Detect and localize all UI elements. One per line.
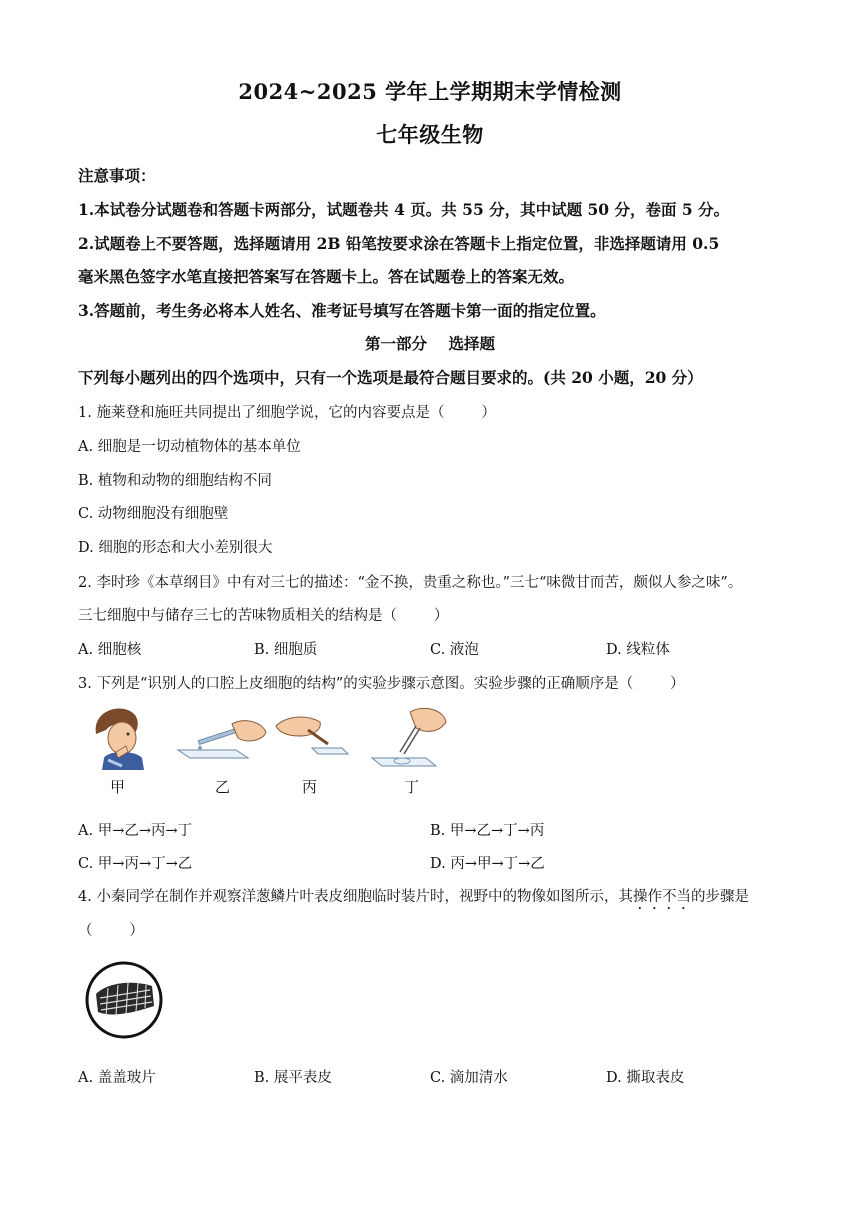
q4-option-d: D. 撕取表皮 — [606, 1070, 685, 1086]
notice-item-2b: 毫米黑色签字水笔直接把答案写在答题卡上。答在试题卷上的答案无效。 — [78, 267, 575, 286]
q1-option-a: A. 细胞是一切动植物体的基本单位 — [78, 439, 301, 455]
figure-microscope-view — [84, 960, 164, 1040]
exam-title: 2024~2025 学年上学期期末学情检测 — [238, 79, 622, 104]
q2-option-d: D. 线粒体 — [606, 642, 670, 658]
notice-item-1: 1.本试卷分试题卷和答题卡两部分，试题卷共 4 页。共 55 分，其中试题 50 分，卷面 5 分。 — [78, 200, 730, 219]
exam-subject: 七年级生物 — [376, 122, 484, 147]
q4-stem-emphasis: 操作不当 — [632, 889, 691, 905]
figure-label-yi: 乙 — [215, 778, 231, 796]
q4-paren: （ ） — [78, 923, 144, 939]
q1-option-b: B. 植物和动物的细胞结构不同 — [78, 473, 272, 489]
q3-option-d: D. 丙→甲→丁→乙 — [430, 856, 545, 872]
q4-option-c: C. 滴加清水 — [430, 1070, 508, 1086]
figure-bing-scraping-cells — [272, 708, 352, 764]
q4-stem — [78, 885, 798, 913]
q2-option-a: A. 细胞核 — [78, 642, 142, 658]
section-instruction: 下列每小题列出的四个选项中，只有一个选项是最符合题目要求的。(共 20 小题，20 分） — [78, 368, 703, 387]
q1-option-d: D. 细胞的形态和大小差别很大 — [78, 540, 273, 556]
q2-option-c: C. 液泡 — [430, 642, 479, 658]
q2-stem-line1: 2. 李时珍《本草纲目》中有对三七的描述：“金不换，贵重之称也。”三七“味微甘而苦，颇似人参之味”。 — [78, 575, 743, 591]
q1-stem: 1. 施莱登和施旺共同提出了细胞学说，它的内容要点是（ ） — [78, 405, 496, 421]
figure-ding-cover-slip — [370, 704, 450, 770]
notice-item-2a: 2.试题卷上不要答题，选择题请用 2B 铅笔按要求涂在答题卡上指定位置，非选择题请用 0.5 — [78, 234, 720, 253]
q3-option-a: A. 甲→乙→丙→丁 — [78, 823, 193, 839]
figure-label-bing: 丙 — [302, 778, 318, 796]
q4-stem-end: 的步骤是 — [690, 889, 749, 905]
section-title: 第一部分 选择题 — [364, 334, 496, 353]
q3-option-b: B. 甲→乙→丁→丙 — [430, 823, 545, 839]
q3-option-c: C. 甲→丙→丁→乙 — [78, 856, 193, 872]
notice-item-3: 3.答题前，考生务必将本人姓名、准考证号填写在答题卡第一面的指定位置。 — [78, 301, 606, 320]
notice-heading: 注意事项： — [78, 166, 156, 185]
q2-stem-line2: 三七细胞中与储存三七的苦味物质相关的结构是（ ） — [78, 608, 449, 624]
figure-label-ding: 丁 — [404, 778, 420, 796]
q4-stem-main: 4. 小秦同学在制作并观察洋葱鳞片叶表皮细胞临时装片时，视野中的物像如图所示，其 — [78, 889, 633, 905]
q3-stem: 3. 下列是“识别人的口腔上皮细胞的结构”的实验步骤示意图。实验步骤的正确顺序是（ ） — [78, 676, 685, 692]
q2-option-b: B. 细胞质 — [254, 642, 318, 658]
figure-label-jia: 甲 — [110, 778, 126, 796]
q4-option-b: B. 展平表皮 — [254, 1070, 332, 1086]
q4-option-a: A. 盖盖玻片 — [78, 1070, 156, 1086]
q1-option-c: C. 动物细胞没有细胞壁 — [78, 506, 229, 522]
figure-jia-rinsing-mouth — [82, 700, 154, 770]
figure-yi-dropping-water — [176, 710, 268, 762]
